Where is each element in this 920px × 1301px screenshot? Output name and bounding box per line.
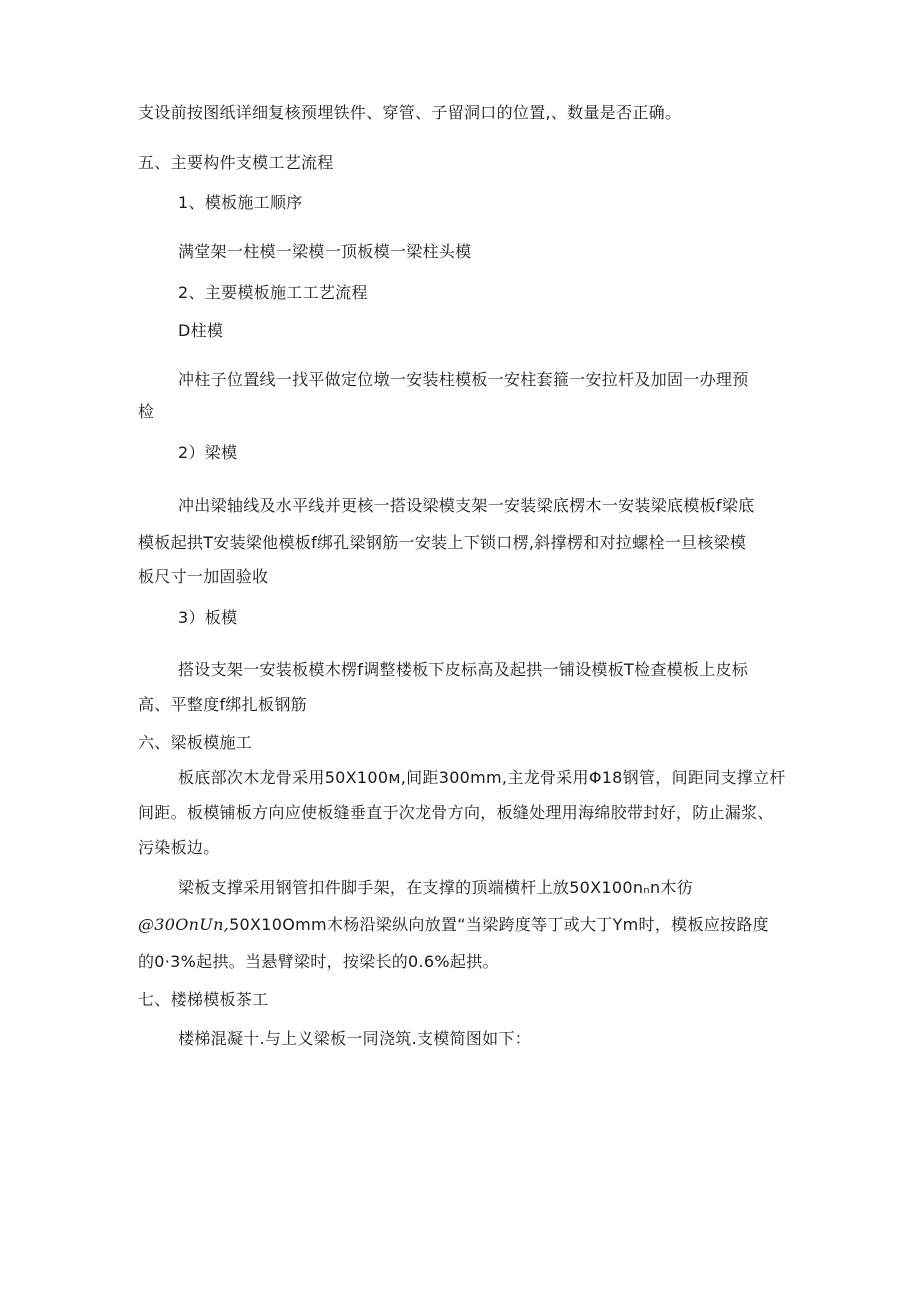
- paragraph-text: 50X10Omm木杨沿梁纵向放置“当梁跨度等丁或大丁Ym时，模板应按路度: [229, 915, 769, 934]
- paragraph-line: 模板起拱T安装梁他模板f绑孔梁钢筋一安装上下锁口楞,斜撑楞和对拉螺栓一旦核梁模: [138, 533, 747, 552]
- section-heading-5: 五、主要构件支模工艺流程: [138, 153, 334, 172]
- paragraph-line: [138, 914, 769, 936]
- paragraph-line: 检: [138, 402, 155, 421]
- item-slab-formwork: 3）板模: [178, 608, 238, 627]
- paragraph-line: 楼梯混凝十.与上义梁板一同浇筑.支模简图如下：: [178, 1029, 532, 1048]
- paragraph-line: 冲出梁轴线及水平线并更核一搭设梁模支架一安装梁底楞木一安装梁底模板f梁底: [178, 496, 755, 515]
- item-column-formwork: D柱模: [178, 321, 224, 340]
- item-beam-formwork: 2）梁模: [178, 443, 238, 462]
- paragraph-line: 污染板边。: [138, 838, 220, 857]
- paragraph-line: 间距。板模铺板方向应使板缝垂直于次龙骨方向，板缝处理用海绵胶带封好，防止漏浆、: [138, 803, 774, 822]
- italic-spacing-text: @30OnUn,: [138, 915, 230, 934]
- paragraph-line: 高、平整度f绑扎板钢筋: [138, 695, 307, 714]
- paragraph-line: 满堂架一柱模一梁模一顶板模一梁柱头模: [178, 242, 472, 261]
- section-heading-7: 七、楼梯模板茶工: [138, 990, 269, 1009]
- subheading-process-flow: 2、主要模板施工工艺流程: [178, 283, 368, 302]
- paragraph-line: 板底部次木龙骨采用50X100м,间距300mm,主龙骨采用Φ18钢管，间距同支撑立杆: [178, 768, 786, 787]
- paragraph-line: 板尺寸一加固验收: [138, 567, 269, 586]
- paragraph-line: 支设前按图纸详细复核预埋铁件、穿管、子留洞口的位置,、数量是否正确。: [138, 103, 682, 122]
- paragraph-line: 冲柱子位置线一找平做定位墩一安装柱模板一安柱套箍一安拉杆及加固一办理预: [178, 370, 749, 389]
- subheading-formwork-order: 1、模板施工顺序: [178, 193, 303, 212]
- paragraph-line: 搭设支架一安装板模木楞f调整楼板下皮标高及起拱一铺设模板T检查模板上皮标: [178, 660, 749, 679]
- section-heading-6: 六、梁板模施工: [138, 733, 253, 752]
- paragraph-line: 的0·3%起拱。当悬臂梁时，按梁长的0.6%起拱。: [138, 952, 499, 971]
- paragraph-line: 梁板支撑采用钢管扣件脚手架，在支撑的顶端横杆上放50X100nₙn木彷: [178, 878, 694, 897]
